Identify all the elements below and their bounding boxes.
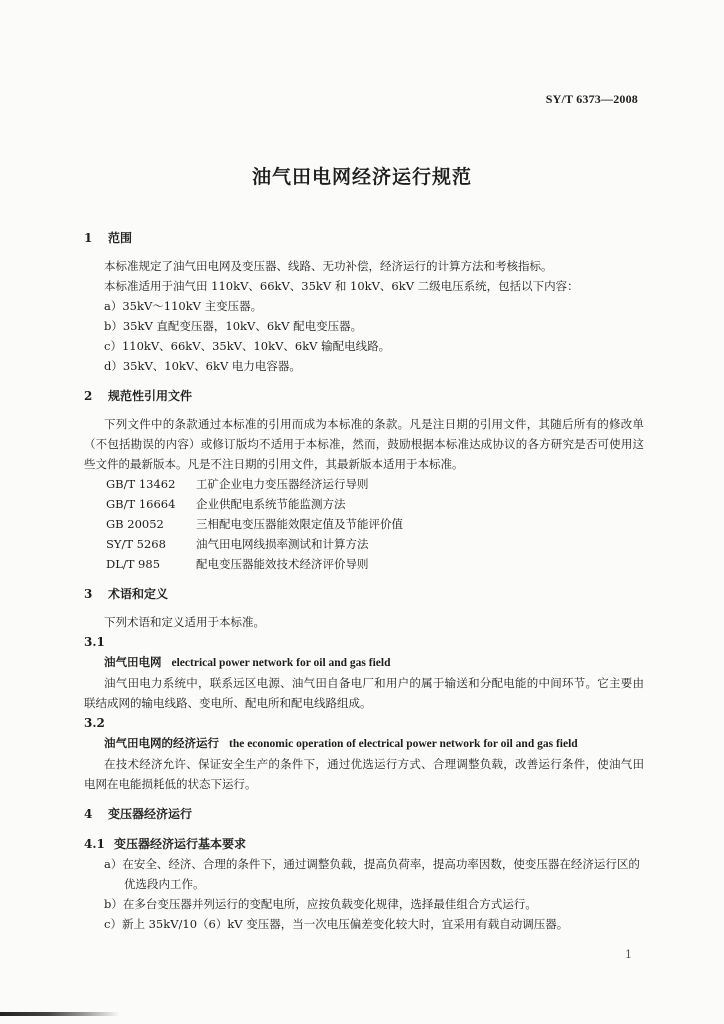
section-1-intro: 本标准规定了油气田电网及变压器、线路、无功补偿，经济运行的计算方法和考核指标。: [104, 259, 553, 273]
reference-name: 三相配电变压器能效限定值及节能评价值: [196, 517, 403, 531]
document-body: [84, 228, 644, 934]
section-2-heading: [84, 386, 644, 406]
list-item: d）35kV、10kV、6kV 电力电容器。: [104, 359, 301, 373]
list-item: a）在安全、经济、合理的条件下，通过调整负载，提高负荷率，提高功率因数，使变压器在经济运行区的优选段内工作。: [104, 857, 640, 891]
reference-item: [84, 494, 644, 514]
section-number: 3: [84, 587, 93, 601]
list-item: a）35kV～110kV 主变压器。: [104, 299, 263, 313]
section-number: 4: [84, 807, 93, 821]
reference-name: 油气田电网线损率测试和计算方法: [196, 537, 369, 551]
section-title: 规范性引用文件: [108, 389, 193, 403]
reference-code: GB/T 16664: [106, 497, 176, 511]
scan-artifact-bar: [0, 1012, 120, 1016]
term-en: the economic operation of electrical power network for oil and gas field: [229, 738, 578, 750]
list-item: b）35kV 直配变压器，10kV、6kV 配电变压器。: [104, 319, 363, 333]
term-heading: [84, 733, 644, 754]
document-title: 油气田电网经济运行规范: [251, 166, 472, 188]
standard-code: SY/T 6373—2008: [545, 92, 638, 106]
term-cn: 油气田电网的经济运行: [104, 736, 219, 750]
section-1-heading: [84, 228, 644, 248]
term-definition: 油气田电力系统中，联系远区电源、油气田自备电厂和用户的属于输送和分配电能的中间环节。它主要由联结成网的输电线路、变电所、配电所和配电线路组成。: [84, 676, 644, 710]
section-3-intro: 下列术语和定义适用于本标准。: [104, 615, 265, 629]
section-4-heading: [84, 804, 644, 824]
reference-name: 企业供配电系统节能监测方法: [196, 497, 346, 511]
reference-code: DL/T 985: [106, 557, 161, 571]
term-cn: 油气田电网: [104, 655, 162, 669]
list-item: c）新上 35kV/10（6）kV 变压器，当一次电压偏差变化较大时，宜采用有载自动调压器。: [104, 917, 569, 931]
page-number: 1: [625, 948, 632, 961]
section-title: 变压器经济运行: [108, 807, 193, 821]
term-definition: 在技术经济允许、保证安全生产的条件下，通过优选运行方式、合理调整负载，改善运行条件，使油气田电网在电能损耗低的状态下运行。: [84, 757, 644, 791]
section-number: 1: [84, 231, 93, 245]
term-number: 3.1: [84, 635, 105, 649]
section-title: 范围: [108, 231, 133, 245]
reference-item: [84, 534, 644, 554]
section-title: 术语和定义: [108, 587, 169, 601]
term-en: electrical power network for oil and gas field: [171, 657, 391, 669]
reference-code: GB/T 13462: [106, 477, 176, 491]
subsection-number: 4.1: [84, 837, 105, 851]
term-number: 3.2: [84, 716, 105, 730]
section-2-paragraph: 下列文件中的条款通过本标准的引用而成为本标准的条款。凡是注日期的引用文件，其随后所有的修改单（不包括勘误的内容）或修订版均不适用于本标准，然而，鼓励根据本标准达成协议的各方研究是否可使用这些文件的最新版本。凡是不注日期的引用文件，其最新版本适用于本标准。: [84, 417, 644, 471]
subsection-4-1-heading: [84, 834, 644, 854]
section-number: 2: [84, 389, 93, 403]
section-1-applies: 本标准适用于油气田 110kV、66kV、35kV 和 10kV、6kV 二级电压系统，包括以下内容：: [104, 279, 579, 293]
list-item: c）110kV、66kV、35kV、10kV、6kV 输配电线路。: [104, 339, 391, 353]
term-heading: [84, 652, 644, 673]
section-3-heading: [84, 584, 644, 604]
subsection-title: 变压器经济运行基本要求: [114, 837, 247, 851]
reference-item: [84, 554, 644, 574]
list-item: b）在多台变压器并列运行的变配电所，应按负载变化规律，选择最佳组合方式运行。: [104, 897, 537, 911]
reference-name: 配电变压器能效技术经济评价导则: [196, 557, 369, 571]
reference-code: GB 20052: [106, 517, 164, 531]
reference-item: [84, 514, 644, 534]
reference-name: 工矿企业电力变压器经济运行导则: [196, 477, 369, 491]
reference-code: SY/T 5268: [106, 537, 166, 551]
reference-item: [84, 474, 644, 494]
